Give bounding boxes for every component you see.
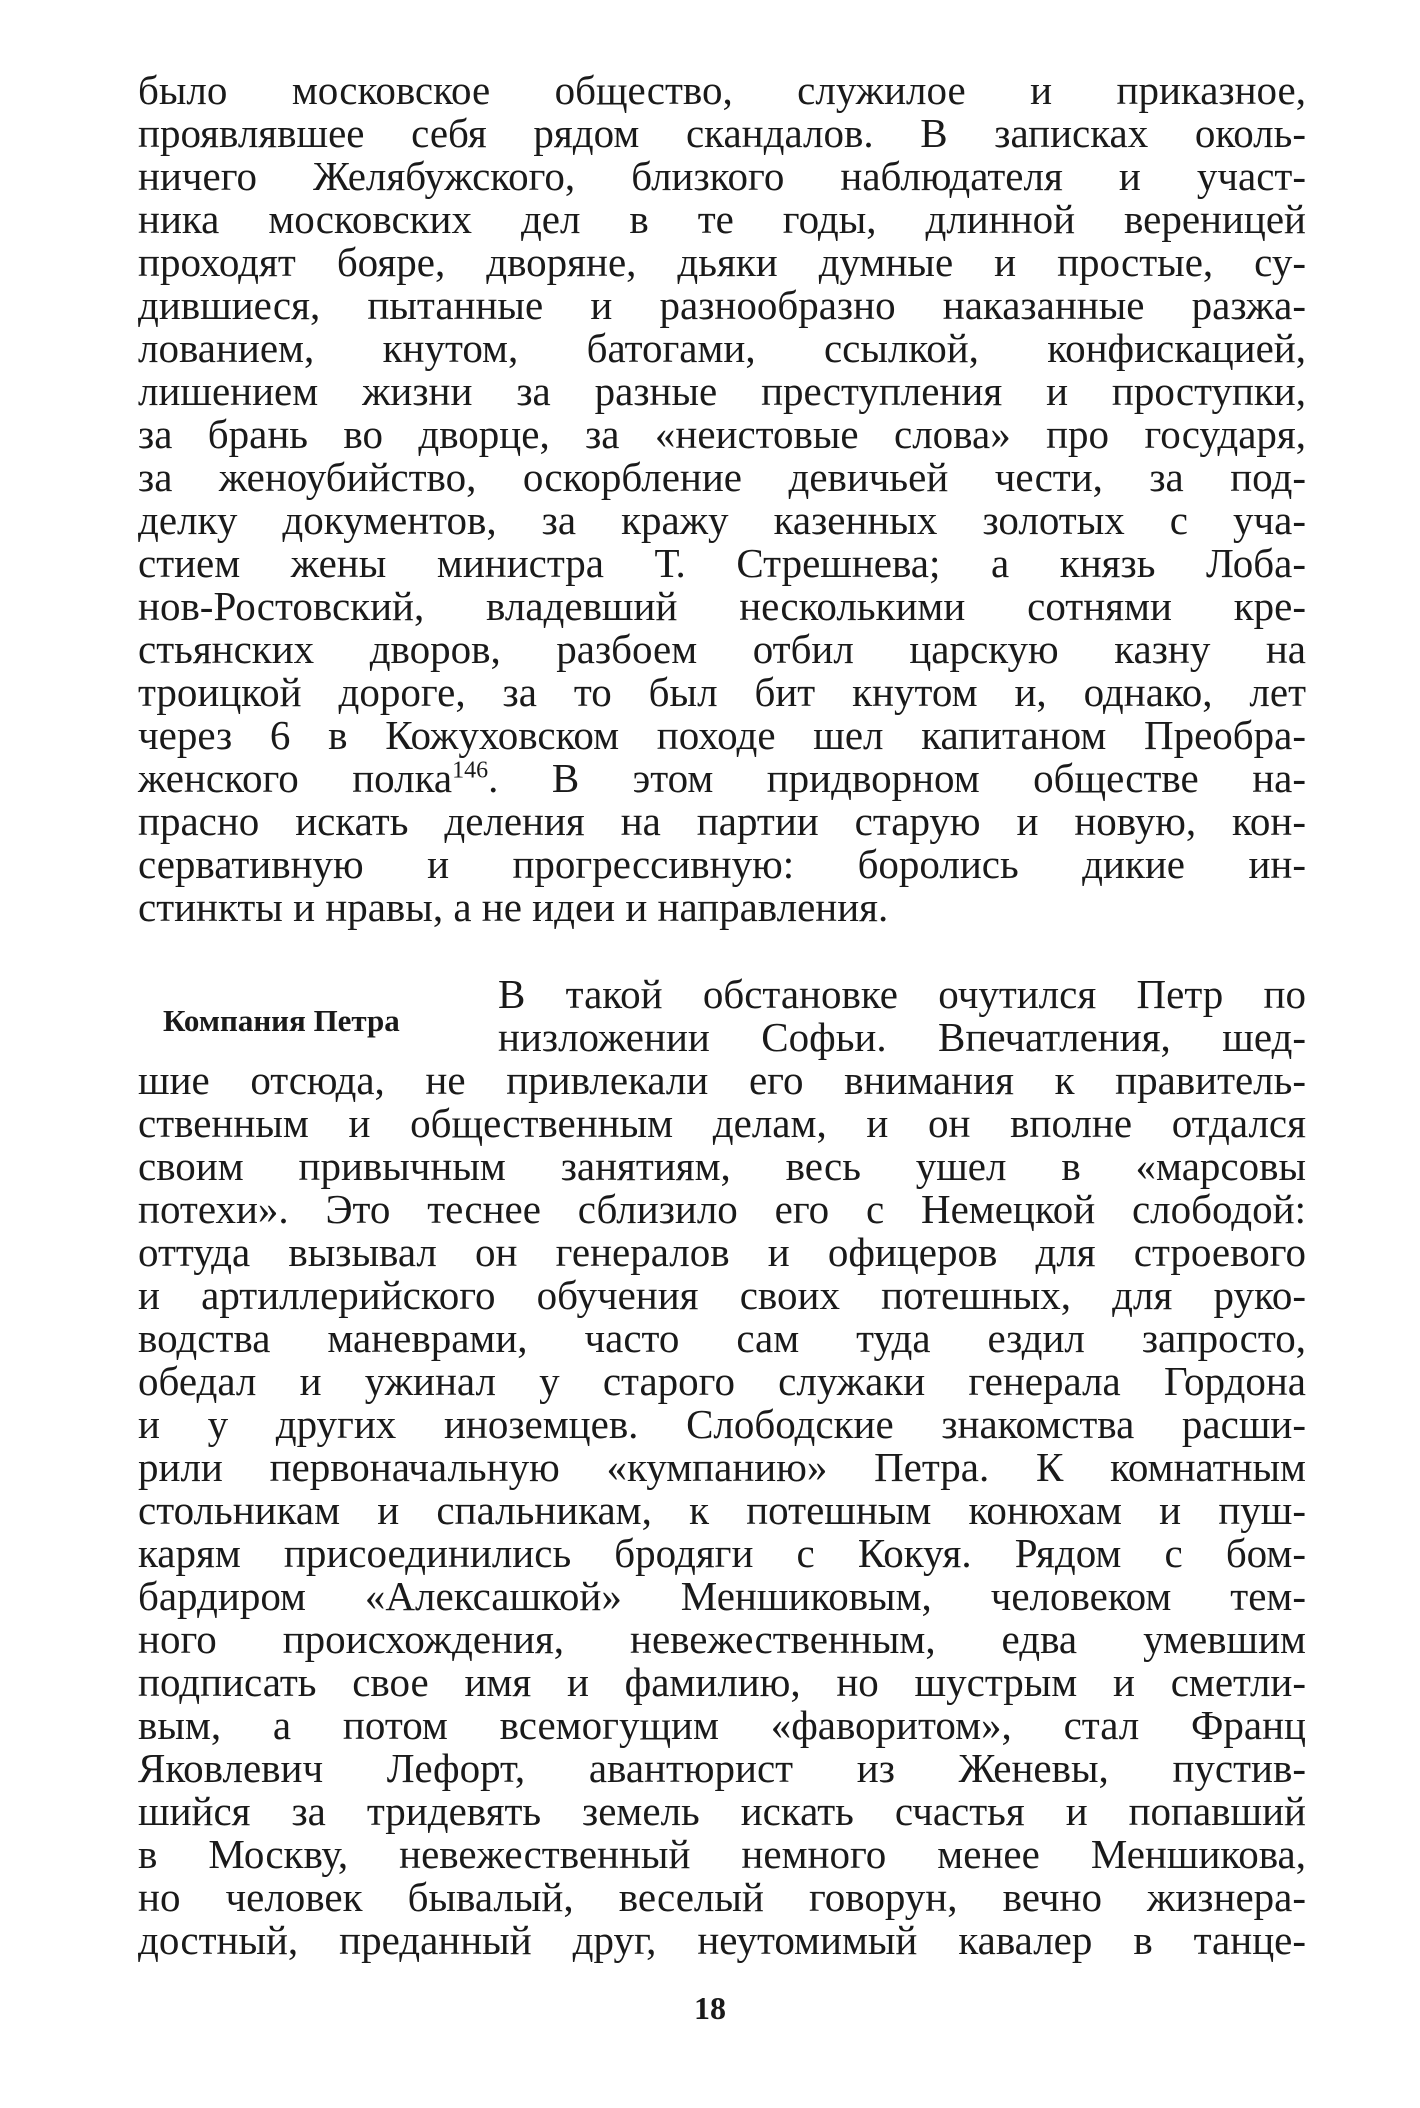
- text-line: троицкой дороге, за то был бит кнутом и, однако, лет: [138, 669, 1306, 715]
- text-line: сервативную и прогрессивную: боролись дикие ин-: [138, 841, 1306, 887]
- text-line: шие отсюда, не привлекали его внимания к правитель-: [138, 1057, 1306, 1103]
- text-line: прасно искать деления на партии старую и новую, кон-: [138, 798, 1306, 844]
- text-line: за женоубийство, оскорбление девичьей чести, за под-: [138, 454, 1306, 500]
- text-line: дившиеся, пытанные и разнообразно наказанные разжа-: [138, 282, 1306, 328]
- text-line: за брань во дворце, за «неистовые слова» про государя,: [138, 411, 1306, 457]
- text-line: вым, а потом всемогущим «фаворитом», стал Франц: [138, 1702, 1306, 1748]
- text-line: шийся за тридевять земель искать счастья и попавший: [138, 1788, 1306, 1834]
- text-line: достный, преданный друг, неутомимый кавалер в танце-: [138, 1917, 1306, 1963]
- text-segment: женского полка: [138, 755, 453, 801]
- text-line: лишением жизни за разные преступления и проступки,: [138, 368, 1306, 414]
- text-line: лованием, кнутом, батогами, ссылкой, конфискацией,: [138, 325, 1306, 371]
- text-line: ника московских дел в те годы, длинной вереницей: [138, 196, 1306, 242]
- text-line: стинкты и нравы, а не идеи и направления.: [138, 884, 889, 930]
- text-line-with-footnote: [138, 756, 1306, 800]
- text-line: ничего Желябужского, близкого наблюдателя и участ-: [138, 153, 1306, 199]
- text-line: карям присоединились бродяги с Кокуя. Рядом с бом-: [138, 1530, 1306, 1576]
- text-line: стьянских дворов, разбоем отбил царскую казну на: [138, 626, 1306, 672]
- text-line: но человек бывалый, веселый говорун, вечно жизнера-: [138, 1874, 1306, 1920]
- text-line: потехи». Это теснее сблизило его с Немецкой слободой:: [138, 1186, 1306, 1232]
- text-line: через 6 в Кожуховском походе шел капитаном Преобра-: [138, 712, 1306, 758]
- text-line: проявлявшее себя рядом скандалов. В записках околь-: [138, 110, 1306, 156]
- text-line: ственным и общественным делам, и он вполне отдался: [138, 1100, 1306, 1146]
- text-line: оттуда вызывал он генералов и офицеров для строевого: [138, 1229, 1306, 1275]
- text-line: ного происхождения, невежественным, едва умевшим: [138, 1616, 1306, 1662]
- text-line: проходят бояре, дворяне, дьяки думные и простые, су-: [138, 239, 1306, 285]
- text-line: стольникам и спальникам, к потешным конюхам и пуш-: [138, 1487, 1306, 1533]
- text-line: нов-Ростовский, владевший несколькими сотнями кре-: [138, 583, 1306, 629]
- text-line: своим привычным занятиям, весь ушел в «марсовы: [138, 1143, 1306, 1189]
- text-line: стием жены министра Т. Стрешнева; а князь Лоба-: [138, 540, 1306, 586]
- text-line: Яковлевич Лефорт, авантюрист из Женевы, пустив-: [138, 1745, 1306, 1791]
- text-line: подписать свое имя и фамилию, но шустрым и сметли-: [138, 1659, 1306, 1705]
- text-line: В такой обстановке очутился Петр по: [498, 971, 1306, 1017]
- side-heading: Компания Петра: [163, 1003, 400, 1038]
- text-line: и артиллерийского обучения своих потешных, для руко-: [138, 1272, 1306, 1318]
- page-number: 18: [694, 1990, 726, 2026]
- text-line: делку документов, за кражу казенных золотых с уча-: [138, 497, 1306, 543]
- text-line: и у других иноземцев. Слободские знакомства расши-: [138, 1401, 1306, 1447]
- footnote-reference[interactable]: 146: [452, 757, 489, 784]
- text-line: водства маневрами, часто сам туда ездил запросто,: [138, 1315, 1306, 1361]
- text-line: рили первоначальную «кумпанию» Петра. К комнатным: [138, 1444, 1306, 1490]
- text-line: в Москву, невежественный немного менее Меншикова,: [138, 1831, 1306, 1877]
- text-line: бардиром «Алексашкой» Меншиковым, человеком тем-: [138, 1573, 1306, 1619]
- text-line: было московское общество, служилое и приказное,: [138, 67, 1306, 113]
- text-line: низложении Софьи. Впечатления, шед-: [498, 1014, 1306, 1060]
- text-segment: . В этом придворном обществе на-: [488, 755, 1306, 801]
- text-line: обедал и ужинал у старого служаки генерала Гордона: [138, 1358, 1306, 1404]
